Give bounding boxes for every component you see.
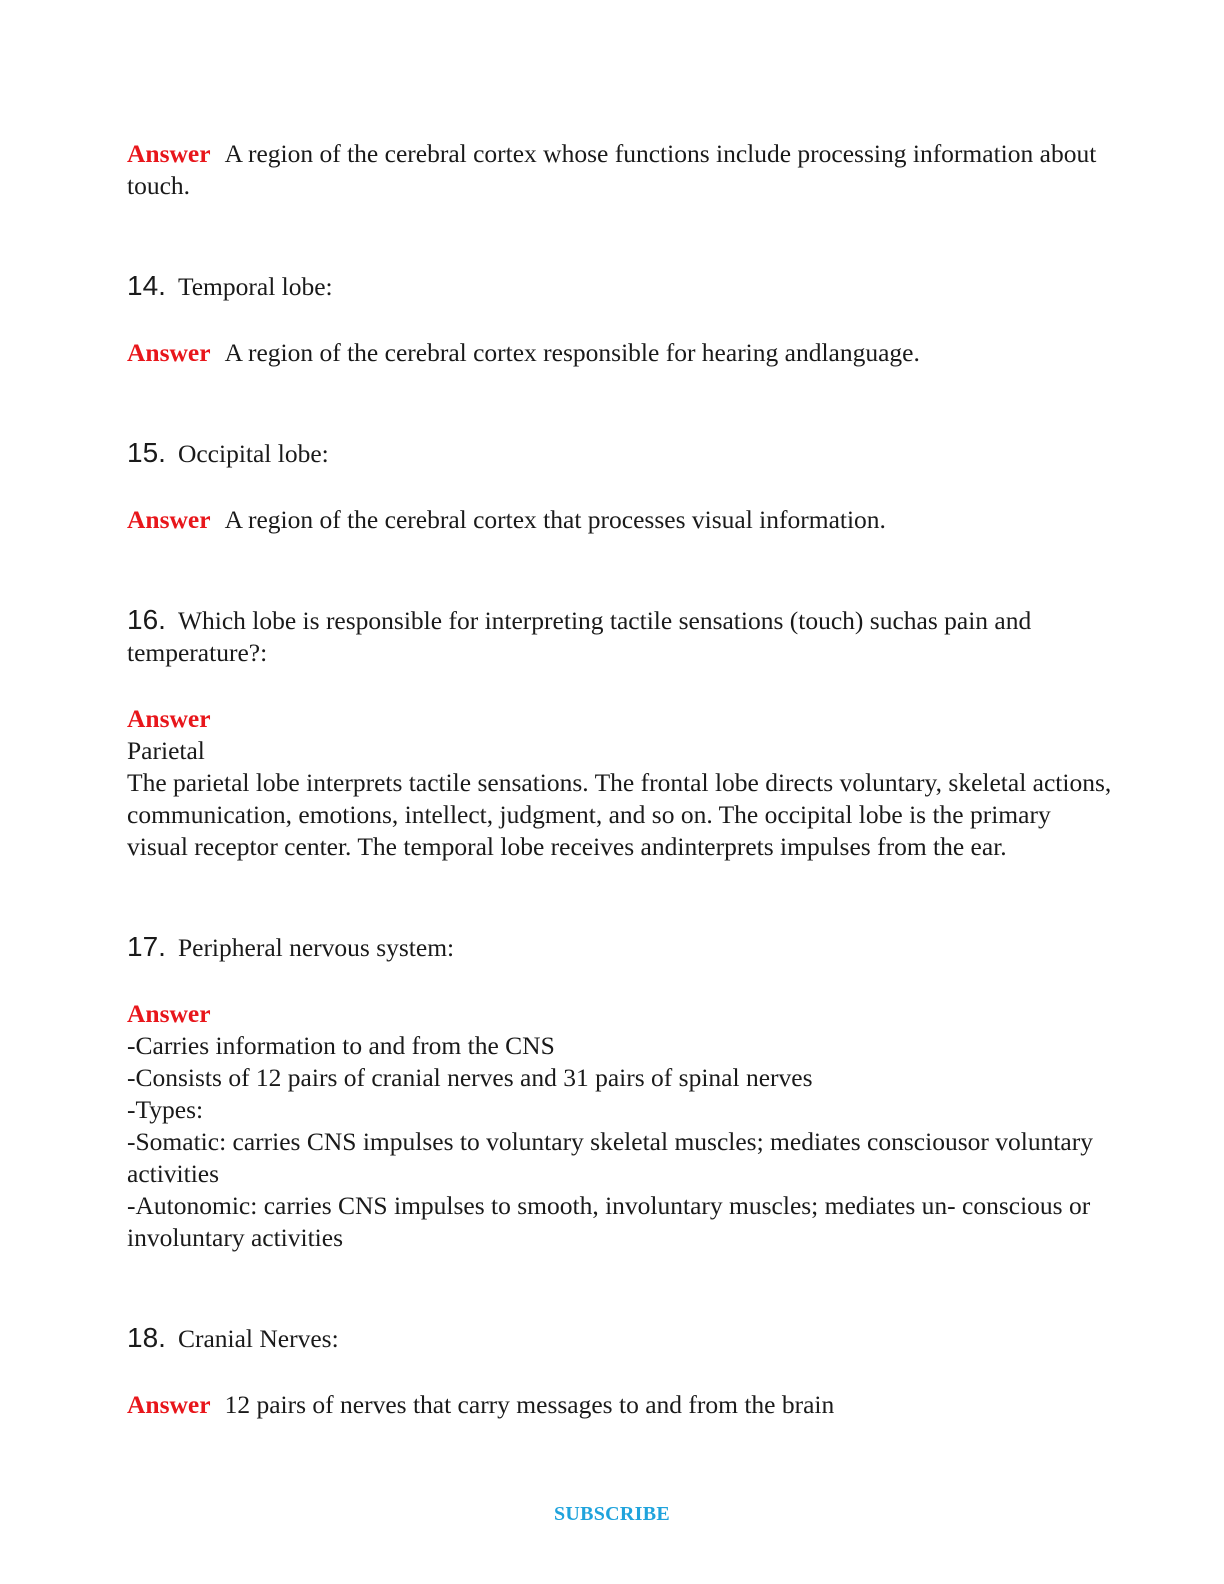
document-body	[127, 138, 1117, 1421]
answer-label: Answer	[127, 505, 211, 534]
answer-18	[127, 1389, 1117, 1421]
answer-label: Answer	[127, 704, 211, 733]
answer-17	[127, 998, 1117, 1254]
answer-text: A region of the cerebral cortex that processes visual information.	[224, 505, 886, 534]
question-number: 17.	[127, 931, 166, 962]
answer-label: Answer	[127, 999, 211, 1028]
answer-label: Answer	[127, 139, 211, 168]
question-18	[127, 1322, 1117, 1355]
question-number: 14.	[127, 270, 166, 301]
answer-15	[127, 504, 1117, 536]
answer-line: Parietal	[127, 736, 205, 765]
subscribe-link[interactable]: SUBSCRIBE	[553, 1503, 671, 1525]
question-text: Temporal lobe:	[177, 272, 333, 301]
answer-text: A region of the cerebral cortex whose functions include processing information about touch.	[127, 139, 1097, 200]
question-14	[127, 270, 1117, 303]
question-15	[127, 437, 1117, 470]
answer-line: -Autonomic: carries CNS impulses to smooth, involuntary muscles; mediates un- conscious or involuntary activities	[127, 1191, 1091, 1252]
question-number: 15.	[127, 437, 166, 468]
answer-line: -Consists of 12 pairs of cranial nerves and 31 pairs of spinal nerves	[127, 1063, 813, 1092]
answer-text: A region of the cerebral cortex responsible for hearing andlanguage.	[224, 338, 920, 367]
answer-16	[127, 703, 1117, 863]
question-text: Which lobe is responsible for interpreting tactile sensations (touch) suchas pain and temperature?:	[127, 606, 1032, 667]
answer-line: -Carries information to and from the CNS	[127, 1031, 555, 1060]
question-16	[127, 604, 1117, 669]
question-number: 18.	[127, 1322, 166, 1353]
answer-14	[127, 337, 1117, 369]
question-text: Occipital lobe:	[177, 439, 329, 468]
question-text: Cranial Nerves:	[177, 1324, 339, 1353]
answer-label: Answer	[127, 338, 211, 367]
answer-text: 12 pairs of nerves that carry messages to and from the brain	[224, 1390, 835, 1419]
question-17	[127, 931, 1117, 964]
answer-label: Answer	[127, 1390, 211, 1419]
answer-line: -Somatic: carries CNS impulses to voluntary skeletal muscles; mediates consciousor voluntary activities	[127, 1127, 1093, 1188]
question-text: Peripheral nervous system:	[177, 933, 455, 962]
answer-13	[127, 138, 1117, 202]
answer-line: The parietal lobe interprets tactile sensations. The frontal lobe directs voluntary, skeletal actions, communication, emotions, intellect, judgment, and so on. The occipital lobe is the primary visual receptor center. The temporal lobe receives andinterprets impulses from the ear.	[127, 768, 1112, 861]
answer-line: -Types:	[127, 1095, 204, 1124]
question-number: 16.	[127, 604, 166, 635]
